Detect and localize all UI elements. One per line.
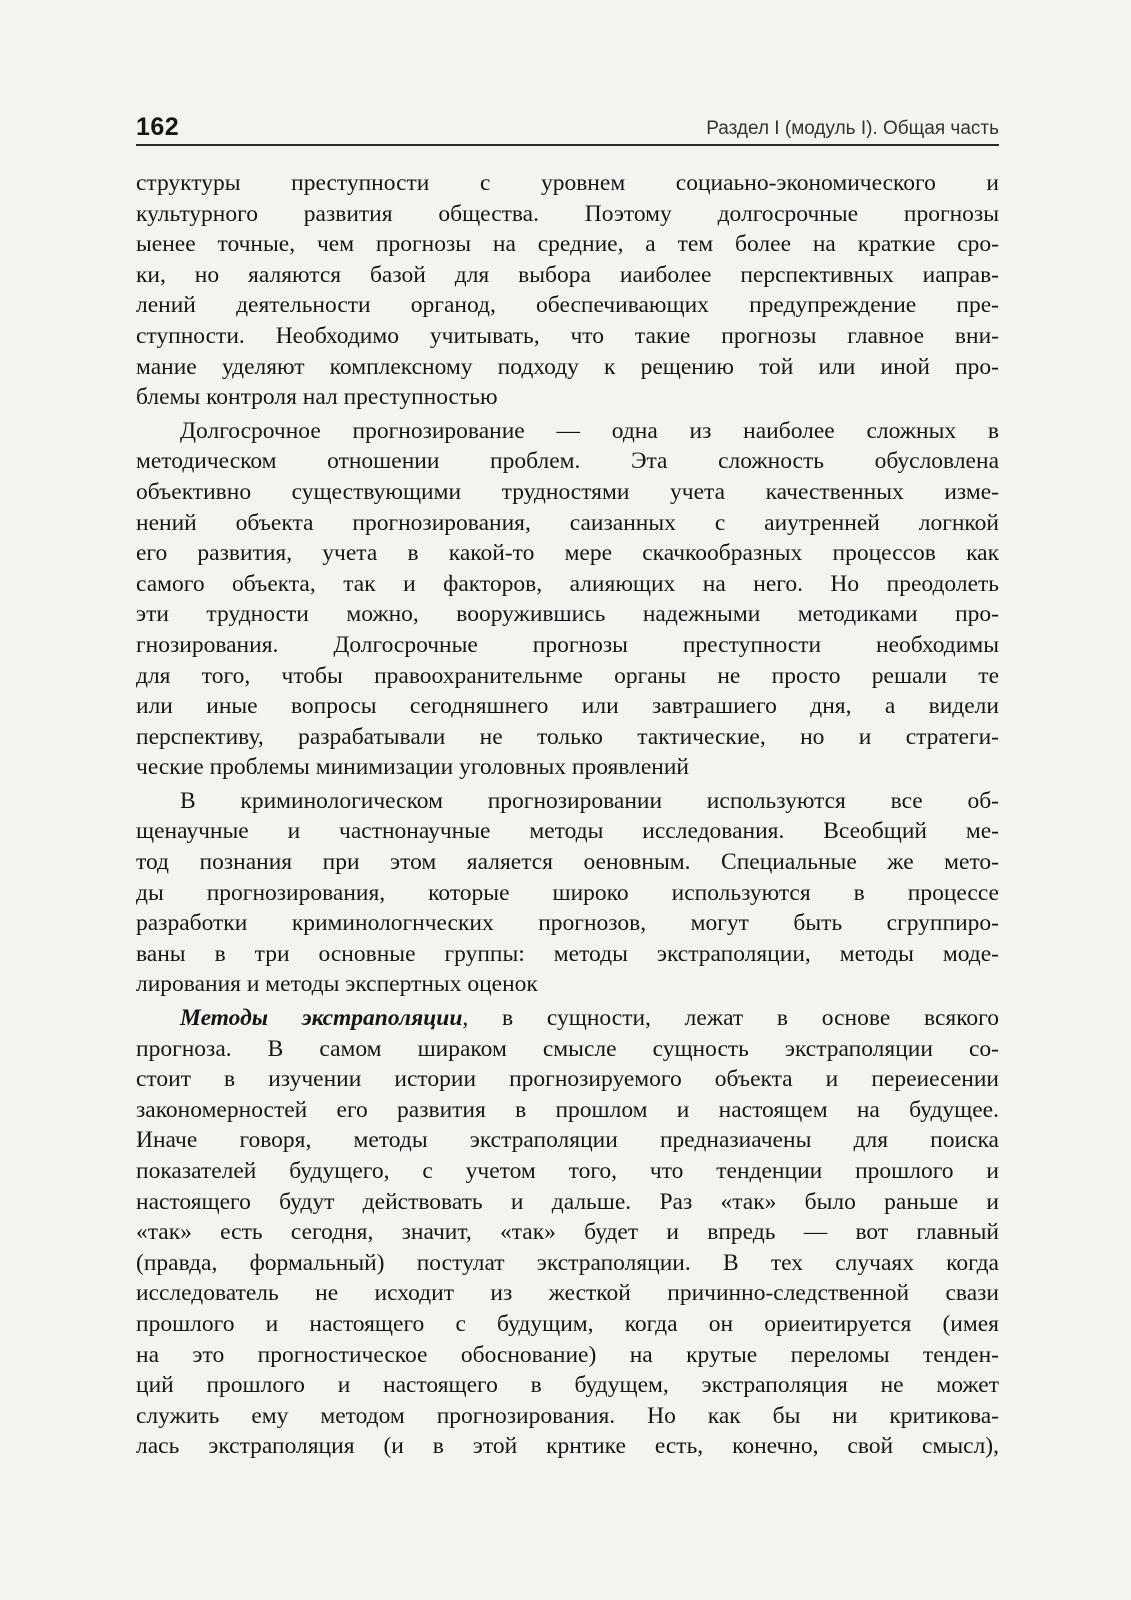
text-line: ки, но яаляются базой для выбора иаиболее перспективных иаправ- <box>136 261 999 288</box>
running-head: Раздел I (модуль I). Общая часть <box>706 118 999 139</box>
text-line: мание уделяют комплексному подходу к рещению той или иной про- <box>136 353 999 380</box>
text-line: для того, чтобы правоохранительнме органы не просто решали те <box>136 662 999 689</box>
text-line: стоит в изучении истории прогнозируемого объекта и переиесении <box>136 1066 999 1093</box>
paragraph-1 <box>136 168 999 413</box>
text-line: щенаучные и частнонаучные методы исследования. Всеобщий ме- <box>136 818 999 845</box>
text-line: лась экстраполяция (и в этой крнтике есть, конечно, свой смысл), <box>136 1433 999 1460</box>
text-line: В криминологическом прогнозировании используются все об- <box>180 787 999 814</box>
text-line: настоящего будут действовать и дальше. Раз «так» было раньше и <box>136 1188 999 1215</box>
text-line: эти трудности можно, вооружившись надежными методиками про- <box>136 601 999 628</box>
text-line: разработки криминологнческих прогнозов, могут быть сгруппиро- <box>136 910 999 937</box>
text-line: ды прогнозирования, которые широко используются в процессе <box>136 879 999 906</box>
text-line: его развития, учета в какой-то мере скачкообразных процессов как <box>136 540 999 567</box>
text-line: «так» есть сегодня, значит, «так» будет и впредь — вот главный <box>136 1219 999 1246</box>
term-extrapolation-methods: Методы экстраполяции <box>180 1005 463 1032</box>
text-line: ваны в три основные группы: методы экстраполяции, методы моде- <box>136 940 999 967</box>
text-line: гнозирования. Долгосрочные прогнозы преступности необходимы <box>136 631 999 658</box>
text-line: лений деятельности органод, обеспечивающих предупреждение пре- <box>136 292 999 319</box>
text-line: ступности. Необходимо учитывать, что такие прогнозы главное вни- <box>136 322 999 349</box>
text-line: методическом отношении проблем. Эта сложность обусловлена <box>136 448 999 475</box>
text-line: объективно существующими трудностями учета качественных изме- <box>136 478 999 505</box>
text-line: показателей будущего, с учетом того, что тенденции прошлого и <box>136 1158 999 1184</box>
text-line: (правда, формальный) постулат экстраполяции. В тех случаях когда <box>136 1249 999 1276</box>
text-line: Иначе говоря, методы экстраполяции предназиачены для поиска <box>136 1127 999 1154</box>
paragraph-2 <box>136 416 999 783</box>
text-fragment: , в сущности, лежат в основе всякого <box>462 1005 999 1032</box>
page-number: 162 <box>136 113 180 141</box>
text-line <box>136 1003 999 1034</box>
text-line: тод познания при этом яаляется оеновным. Специальные же мето- <box>136 849 999 876</box>
text-line: блемы контроля нал преступностью <box>136 384 498 411</box>
text-line: ыенее точные, чем прогнозы на средние, а тем более на краткие сро- <box>136 231 999 258</box>
text-line: исследователь не исходит из жесткой причинно-следственной свази <box>136 1280 999 1307</box>
body-text <box>136 168 999 1462</box>
text-line: прогноза. В самом шираком смысле сущность экстраполяции со- <box>136 1035 999 1062</box>
page-header <box>136 108 999 146</box>
text-line: или иные вопросы сегодняшнего или завтрашиего дня, а видели <box>136 693 999 720</box>
text-line: Долгосрочное прогнозирование — одна из наиболее сложных в <box>180 417 999 444</box>
text-line: закономерностей его развития в прошлом и настоящем на будущее. <box>136 1096 999 1123</box>
text-line: перспективу, разрабатывали не только тактические, но и стратеги- <box>136 723 999 750</box>
paragraph-4 <box>136 1003 999 1462</box>
text-line: на это прогностическое обоснование) на крутые переломы тенден- <box>136 1341 999 1368</box>
text-line: ческие проблемы минимизации уголовных проявлений <box>136 754 689 781</box>
text-line: лирования и методы экспертных оценок <box>136 971 538 998</box>
text-line: нений объекта прогнозирования, саизанных с аиутренней логнкой <box>136 509 999 536</box>
text-line: служить ему методом прогнозирования. Но как бы ни критикова- <box>136 1402 999 1429</box>
text-line: прошлого и настоящего с будущим, когда он ориеитируется (имея <box>136 1310 999 1337</box>
text-line: ций прошлого и настоящего в будущем, экстраполяция не может <box>136 1372 999 1399</box>
text-line: культурного развития общества. Поэтому долгосрочные прогнозы <box>136 200 999 227</box>
paragraph-3 <box>136 786 999 1000</box>
text-line: самого объекта, так и факторов, алияющих на него. Но преодолеть <box>136 570 999 597</box>
text-line: структуры преступности с уровнем социаьно-экономического и <box>136 170 999 196</box>
